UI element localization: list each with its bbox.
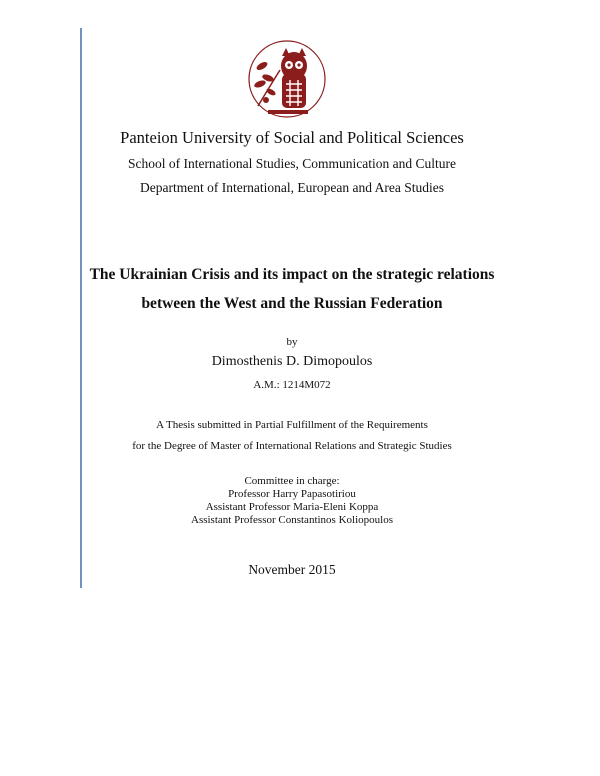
thesis-title-line-2: between the West and the Russian Federation bbox=[141, 295, 443, 312]
university-name: Panteion University of Social and Political Sciences bbox=[120, 128, 464, 147]
committee-heading: Committee in charge: bbox=[244, 475, 340, 487]
olive-branch bbox=[253, 60, 280, 106]
committee-member: Professor Harry Papasotiriou bbox=[228, 488, 356, 500]
committee-block bbox=[2, 475, 582, 527]
panteion-owl-emblem-icon bbox=[246, 36, 328, 122]
department-name: Department of International, European and Area Studies bbox=[139, 180, 445, 195]
committee-member: Assistant Professor Constantinos Koliopoulos bbox=[191, 514, 393, 526]
school-name: School of International Studies, Communication and Culture bbox=[127, 156, 457, 171]
student-id: A.M.: 1214M072 bbox=[253, 379, 331, 391]
thesis-title-line-1: The Ukrainian Crisis and its impact on the strategic relations bbox=[89, 266, 495, 283]
owl-figure bbox=[281, 48, 307, 108]
submission-statement-line-2: for the Degree of Master of International Relations and Strategic Studies bbox=[132, 440, 452, 452]
committee-member: Assistant Professor Maria-Eleni Koppa bbox=[205, 501, 379, 513]
emblem-base bbox=[268, 110, 308, 114]
by-label: by bbox=[286, 336, 298, 348]
author-name: Dimosthenis D. Dimopoulos bbox=[211, 354, 373, 369]
submission-date: November 2015 bbox=[248, 562, 336, 577]
submission-statement-line-1: A Thesis submitted in Partial Fulfillment of the Requirements bbox=[156, 419, 428, 431]
